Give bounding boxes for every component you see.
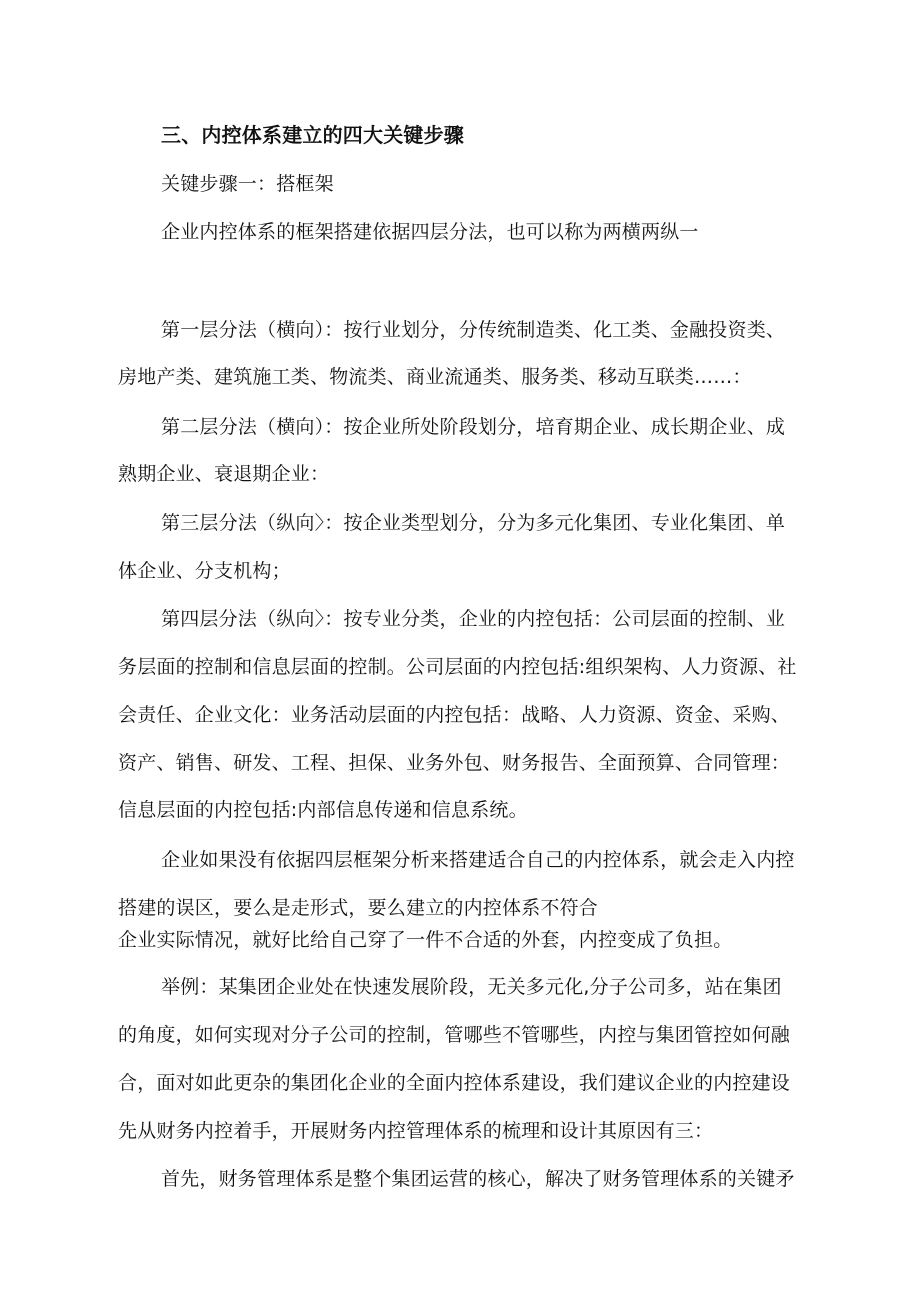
layer4-line-1: 第四层分法（纵向〉：按专业分类，企业的内控包括：公司层面的控制、业 <box>161 608 786 630</box>
pitfall-line-3: 企业实际情况，就好比给自己穿了一件不合适的外套，内控变成了负担。 <box>118 929 733 951</box>
layer4-line-4: 资产、销售、研发、工程、担保、业务外包、财务报告、全面预算、合同管理： <box>118 752 791 774</box>
layer3-line-1: 第三层分法（纵向〉：按企业类型划分，分为多元化集团、专业化集团、单 <box>161 512 786 534</box>
example-line-1: 举例：某集团企业处在快速发展阶段，无关多元化,分子公司多，站在集团 <box>161 976 782 998</box>
layer2-line-1: 第二层分法（横向）：按企业所处阶段划分，培育期企业、成长期企业、成 <box>161 416 786 438</box>
first-reason-line-1: 首先，财务管理体系是整个集团运营的核心，解决了财务管理体系的关键矛 <box>161 1168 795 1190</box>
layer3-line-2: 体企业、分支机构； <box>118 560 291 582</box>
intro-paragraph: 企业内控体系的框架搭建依据四层分法，也可以称为两横两纵一 <box>161 221 699 243</box>
layer4-line-3: 会责任、企业文化：业务活动层面的内控包括：战略、人力资源、资金、采购、 <box>118 704 791 726</box>
pitfall-line-2: 搭建的误区，要么是走形式，要么建立的内控体系不符合 <box>118 897 599 919</box>
example-line-4: 先从财务内控着手，开展财务内控管理体系的梳理和设计其原因有三： <box>118 1120 714 1142</box>
layer4-line-5: 信息层面的内控包括:内部信息传递和信息系统。 <box>118 799 528 821</box>
example-line-3: 合，面对如此更杂的集团化企业的全面内控体系建设，我们建议企业的内控建设 <box>118 1072 791 1094</box>
layer2-line-2: 熟期企业、衰退期企业： <box>118 463 330 485</box>
section-heading: 三、内控体系建立的四大关键步骤 <box>161 123 464 147</box>
layer4-line-2: 务层面的控制和信息层面的控制。公司层面的内控包括:组织架构、人力资源、社 <box>118 656 797 678</box>
pitfall-line-1: 企业如果没有依据四层框架分析来搭建适合自己的内控体系，就会走入内控 <box>161 849 795 871</box>
layer1-line-2: 房地产类、建筑施工类、物流类、商业流通类、服务类、移动互联类……： <box>118 366 752 388</box>
step-title: 关键步骤一：搭框架 <box>161 173 334 195</box>
example-line-2: 的角度，如何实现对分子公司的控制，管哪些不管哪些，内控与集团管控如何融 <box>118 1024 791 1046</box>
layer1-line-1: 第一层分法（横向）：按行业划分，分传统制造类、化工类、金融投资类、 <box>161 319 786 341</box>
